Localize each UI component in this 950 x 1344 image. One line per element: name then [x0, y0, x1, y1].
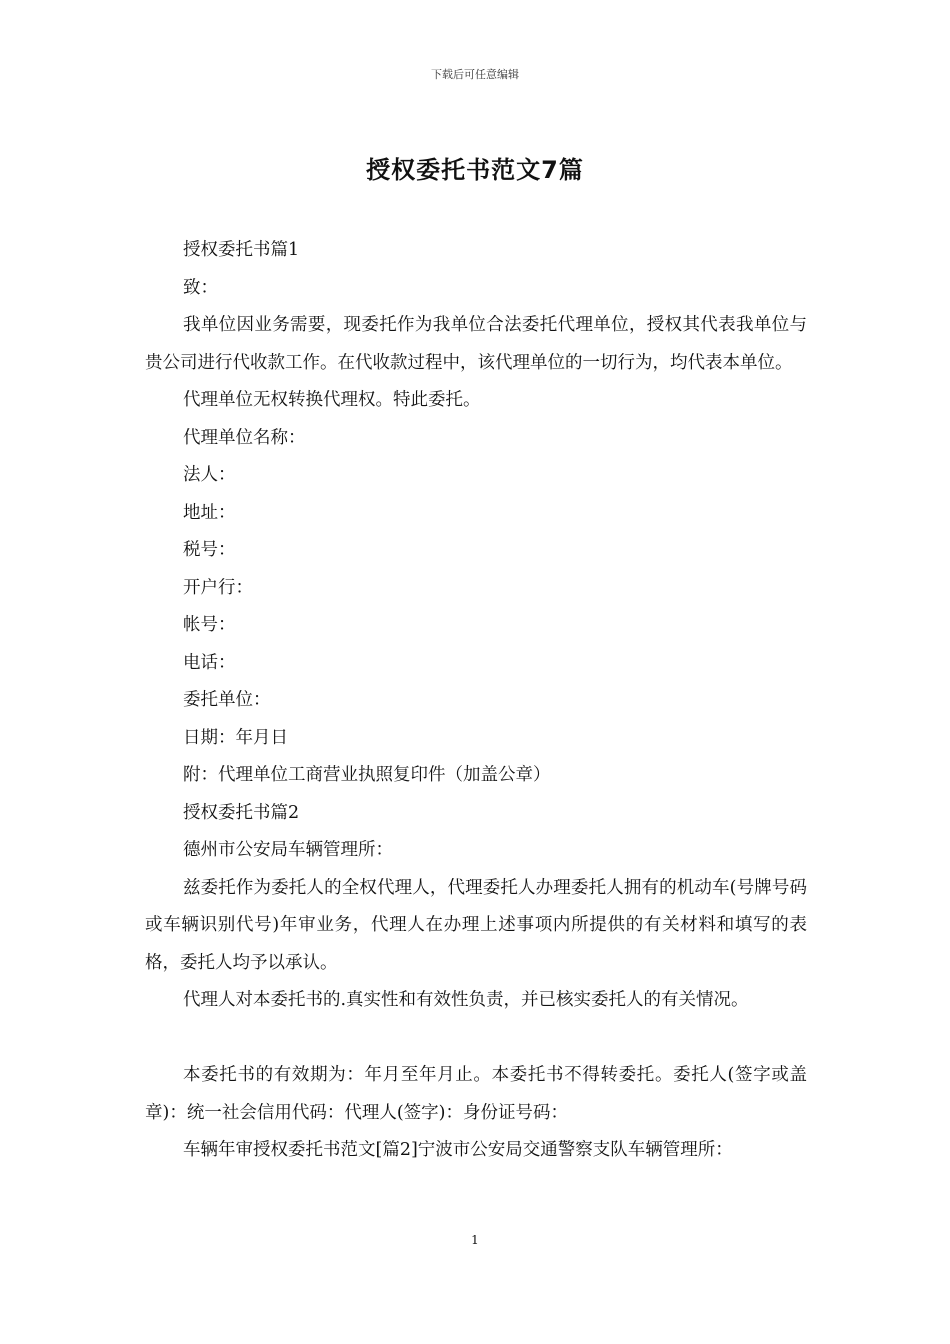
section-heading-1: 授权委托书篇1	[183, 240, 300, 260]
page-number: 1	[471, 1233, 479, 1247]
field-date: 日期：年月日	[183, 727, 288, 748]
field-legal-person: 法人：	[183, 465, 236, 485]
field-tax-number: 税号：	[183, 540, 236, 560]
paragraph: 本委托书的有效期为：年月至年月止。本委托书不得转委托。委托人(签字或盖章)：统一社会信用代码：代理人(签字)：身份证号码：	[145, 1065, 807, 1123]
paragraph: 代理人对本委托书的.真实性和有效性负责，并已核实委托人的有关情况。	[183, 990, 749, 1010]
paragraph: 兹委托作为委托人的全权代理人，代理委托人办理委托人拥有的机动车(号牌号码或车辆识别代号)年审业务，代理人在办理上述事项内所提供的有关材料和填写的表格，委托人均予以承认。	[145, 877, 807, 973]
salutation: 致：	[183, 277, 218, 298]
document-title: 授权委托书范文7篇	[366, 156, 584, 184]
paragraph: 代理单位无权转换代理权。特此委托。	[183, 390, 481, 410]
document-body	[145, 232, 807, 1170]
section-heading-2: 授权委托书篇2	[183, 802, 300, 823]
field-phone: 电话：	[183, 652, 236, 673]
paragraph: 车辆年审授权委托书范文[篇2]宁波市公安局交通警察支队车辆管理所：	[183, 1140, 733, 1160]
attachment-note: 附：代理单位工商营业执照复印件（加盖公章）	[183, 765, 551, 785]
field-address: 地址：	[183, 502, 236, 523]
header-note: 下载后可任意编辑	[431, 68, 519, 81]
field-account: 帐号：	[183, 615, 236, 635]
field-principal: 委托单位：	[183, 690, 271, 710]
salutation: 德州市公安局车辆管理所：	[183, 840, 393, 860]
field-bank: 开户行：	[183, 577, 253, 598]
blank-line	[145, 1020, 807, 1058]
paragraph: 我单位因业务需要，现委托作为我单位合法委托代理单位，授权其代表我单位与贵公司进行代收款工作。在代收款过程中，该代理单位的一切行为，均代表本单位。	[145, 315, 807, 373]
field-agent-name: 代理单位名称：	[183, 427, 306, 448]
